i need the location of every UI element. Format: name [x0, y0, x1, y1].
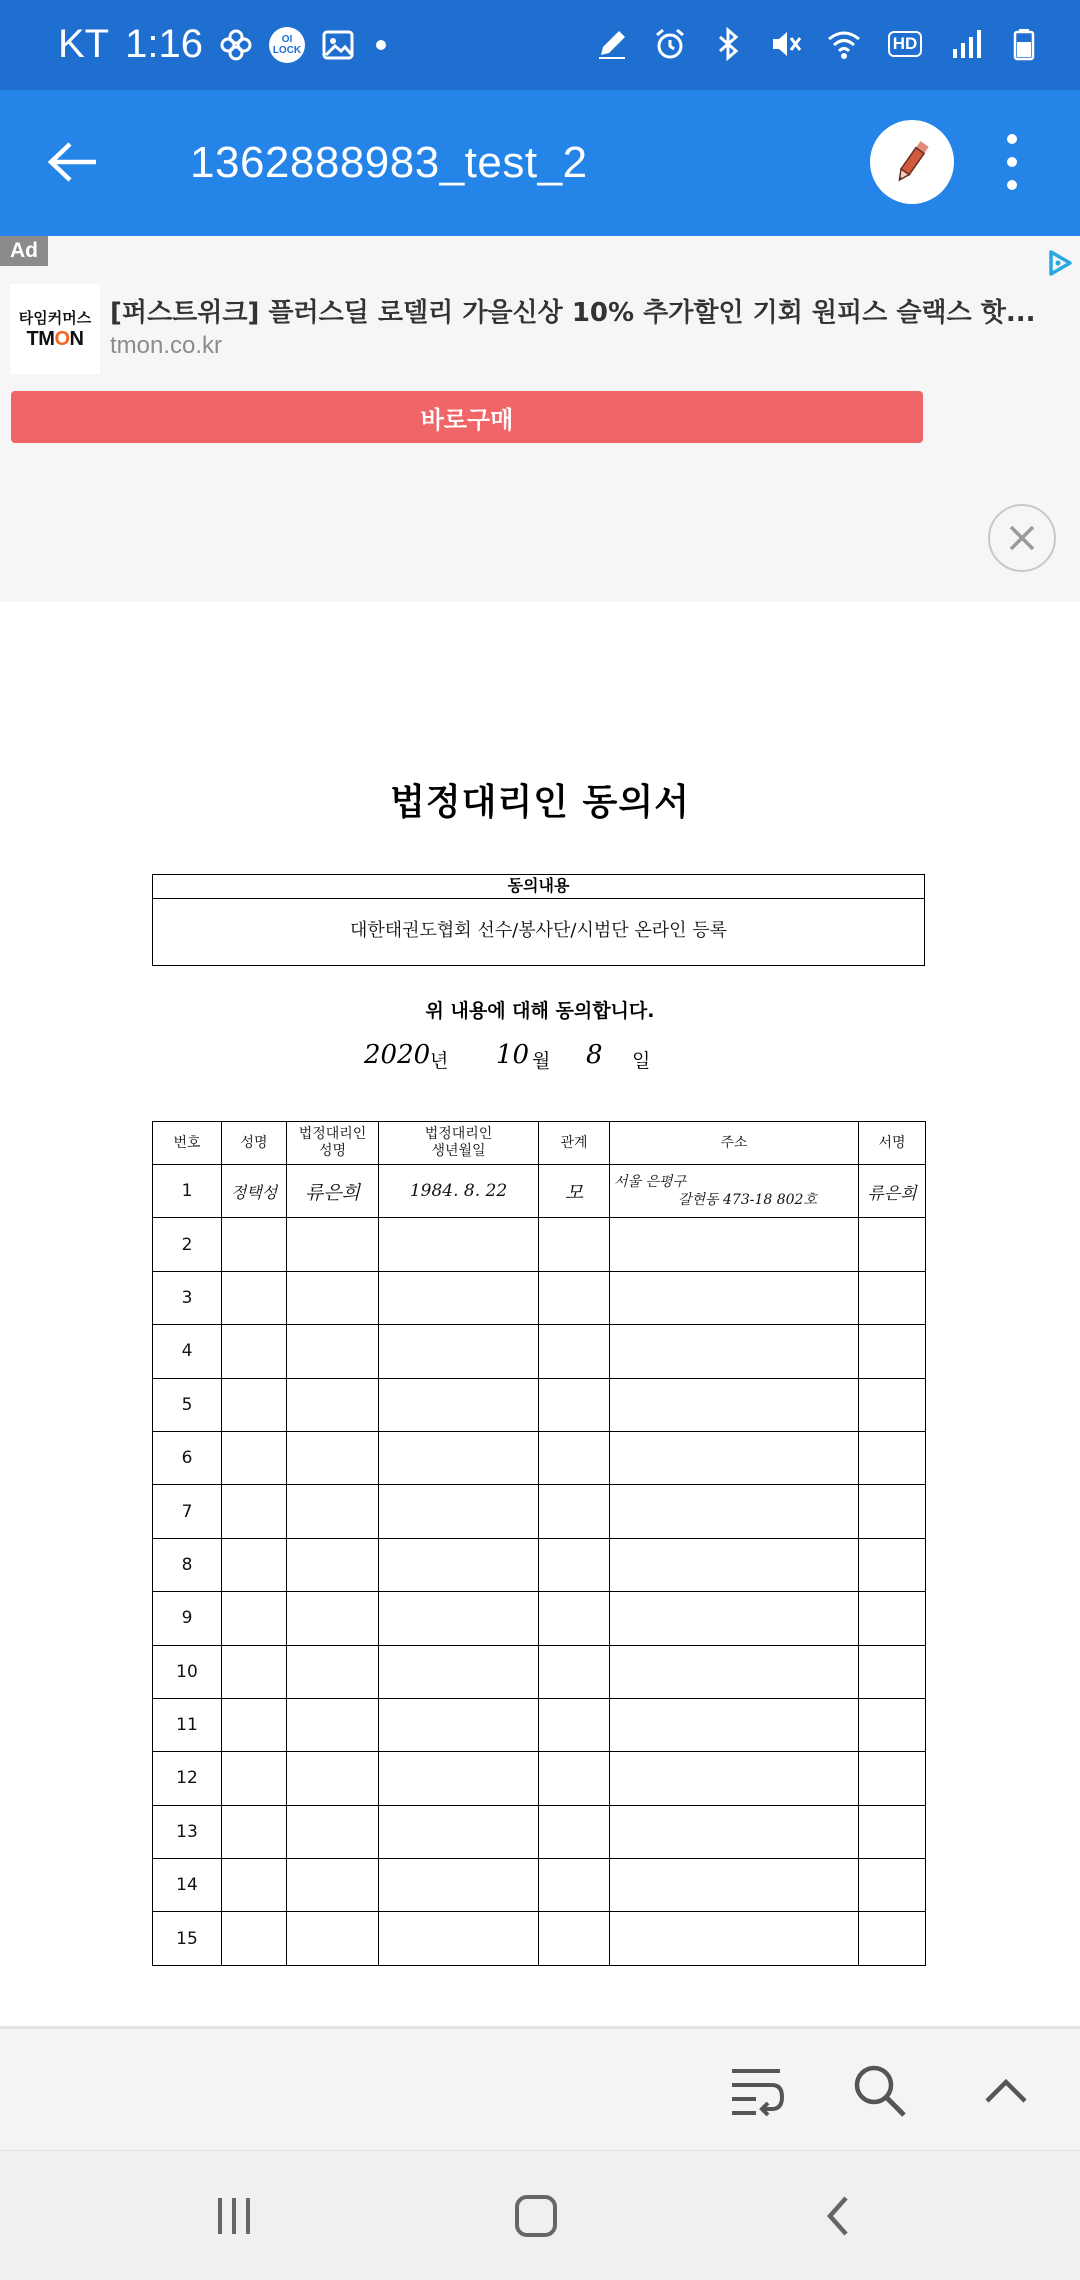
col-relation: 관계	[539, 1122, 610, 1165]
empty-cell	[287, 1538, 379, 1591]
table-row	[153, 1165, 926, 1218]
more-options-button[interactable]	[990, 130, 1034, 194]
row-number: 2	[153, 1218, 222, 1271]
table-row	[153, 1912, 926, 1965]
empty-cell	[379, 1218, 539, 1271]
lock-badge-icon	[269, 27, 305, 63]
table-row	[153, 1805, 926, 1858]
empty-cell	[222, 1859, 287, 1912]
col-guardian-birth-line1: 법정대리인	[424, 1126, 493, 1142]
row-number: 13	[153, 1805, 222, 1858]
row-number: 9	[153, 1592, 222, 1645]
wifi-icon	[826, 26, 862, 62]
table-row	[153, 1752, 926, 1805]
advertiser-logo[interactable]	[10, 284, 100, 374]
row-number: 10	[153, 1645, 222, 1698]
empty-cell	[287, 1698, 379, 1751]
empty-cell	[539, 1859, 610, 1912]
bottom-toolbar	[0, 2026, 1080, 2150]
col-guardian-birth-line2: 생년월일	[431, 1143, 486, 1159]
empty-cell	[379, 1538, 539, 1591]
status-bar	[0, 0, 1080, 90]
empty-cell	[859, 1271, 926, 1324]
row-number: 14	[153, 1859, 222, 1912]
search-icon	[850, 2061, 910, 2121]
consent-header: 동의내용	[153, 875, 924, 899]
empty-cell	[287, 1645, 379, 1698]
empty-cell	[539, 1698, 610, 1751]
empty-cell	[379, 1752, 539, 1805]
empty-cell	[287, 1592, 379, 1645]
empty-cell	[539, 1645, 610, 1698]
date-year-label: 년	[430, 1050, 449, 1072]
document-title: 1362888983_test_2	[190, 138, 588, 187]
empty-cell	[859, 1538, 926, 1591]
form-title: 법정대리인 동의서	[390, 782, 690, 823]
empty-cell	[539, 1325, 610, 1378]
table-row	[153, 1485, 926, 1538]
empty-cell	[379, 1485, 539, 1538]
table-row	[153, 1538, 926, 1591]
pencil-icon	[888, 138, 936, 186]
ad-badge: Ad	[0, 236, 48, 266]
table-row	[153, 1325, 926, 1378]
ad-choices-icon[interactable]	[1044, 248, 1074, 278]
document-viewer[interactable]	[0, 602, 1080, 2026]
guardian-table	[152, 1121, 926, 1966]
table-row	[153, 1592, 926, 1645]
carrier-label: KT	[58, 22, 110, 66]
col-guardian-name-line2: 성명	[318, 1143, 347, 1159]
recent-apps-icon	[212, 2194, 256, 2238]
date-month-label: 월	[532, 1050, 551, 1072]
table-row	[153, 1271, 926, 1324]
empty-cell	[539, 1218, 610, 1271]
consent-body: 대한태권도협회 선수/봉사단/시범단 온라인 등록	[349, 920, 728, 941]
empty-cell	[222, 1698, 287, 1751]
empty-cell	[610, 1218, 859, 1271]
address-line1: 서울 은평구	[614, 1174, 687, 1191]
empty-cell	[222, 1645, 287, 1698]
empty-cell	[222, 1592, 287, 1645]
empty-cell	[859, 1325, 926, 1378]
empty-cell	[379, 1378, 539, 1431]
home-button[interactable]	[496, 2181, 576, 2251]
table-header-row	[153, 1122, 926, 1165]
row-number: 11	[153, 1698, 222, 1751]
empty-cell	[859, 1218, 926, 1271]
empty-cell	[859, 1698, 926, 1751]
empty-cell	[287, 1805, 379, 1858]
col-name: 성명	[222, 1122, 287, 1165]
close-icon	[1006, 522, 1038, 554]
empty-cell	[859, 1752, 926, 1805]
col-guardian-birth	[379, 1122, 539, 1165]
empty-cell	[610, 1271, 859, 1324]
empty-cell	[287, 1378, 379, 1431]
signal-icon	[948, 26, 984, 62]
table-row	[153, 1698, 926, 1751]
row-number: 12	[153, 1752, 222, 1805]
empty-cell	[222, 1912, 287, 1965]
empty-cell	[539, 1752, 610, 1805]
bluetooth-icon	[710, 26, 746, 62]
text-reflow-button[interactable]	[718, 2053, 794, 2129]
signing-date	[360, 1042, 760, 1086]
consent-box	[152, 874, 925, 966]
buy-now-button[interactable]: 바로구매	[11, 391, 923, 443]
col-number: 번호	[153, 1122, 222, 1165]
empty-cell	[287, 1752, 379, 1805]
chevron-up-icon	[981, 2071, 1031, 2111]
alarm-icon	[652, 26, 688, 62]
ad-domain: tmon.co.kr	[110, 332, 223, 359]
hd-icon	[884, 26, 926, 62]
empty-cell	[222, 1271, 287, 1324]
empty-cell	[610, 1805, 859, 1858]
more-dot-icon	[1007, 134, 1017, 144]
guardian-birth: 1984. 8. 22	[379, 1165, 539, 1218]
more-dot-icon	[1007, 157, 1017, 167]
image-icon	[321, 28, 355, 62]
home-icon	[512, 2192, 560, 2240]
empty-cell	[222, 1218, 287, 1271]
empty-cell	[539, 1271, 610, 1324]
table-row	[153, 1218, 926, 1271]
empty-cell	[222, 1485, 287, 1538]
row-number: 3	[153, 1271, 222, 1324]
empty-cell	[610, 1378, 859, 1431]
logo-text-korean: 타임커머스	[18, 309, 92, 327]
empty-cell	[539, 1805, 610, 1858]
empty-cell	[287, 1431, 379, 1484]
empty-cell	[859, 1859, 926, 1912]
row-number: 5	[153, 1378, 222, 1431]
signature: 류은희	[859, 1165, 926, 1218]
status-right	[594, 26, 1042, 62]
table-row	[153, 1378, 926, 1431]
battery-icon	[1006, 26, 1042, 62]
status-left	[58, 22, 391, 67]
empty-cell	[610, 1698, 859, 1751]
empty-cell	[859, 1592, 926, 1645]
empty-cell	[539, 1431, 610, 1484]
date-year: 2020	[364, 1040, 431, 1070]
dot-icon	[371, 35, 391, 55]
empty-cell	[379, 1912, 539, 1965]
address	[610, 1165, 859, 1218]
empty-cell	[610, 1485, 859, 1538]
empty-cell	[859, 1485, 926, 1538]
empty-cell	[222, 1752, 287, 1805]
empty-cell	[287, 1912, 379, 1965]
empty-cell	[859, 1912, 926, 1965]
clock: 1:16	[125, 22, 203, 66]
empty-cell	[379, 1805, 539, 1858]
applicant-name: 정택성	[222, 1165, 287, 1218]
row-number: 15	[153, 1912, 222, 1965]
table-row	[153, 1645, 926, 1698]
empty-cell	[379, 1645, 539, 1698]
empty-cell	[539, 1378, 610, 1431]
empty-cell	[539, 1485, 610, 1538]
address-line2: 갈현동 473-18 802호	[678, 1192, 817, 1209]
col-guardian-name-line1: 법정대리인	[298, 1126, 367, 1142]
relation: 모	[539, 1165, 610, 1218]
empty-cell	[539, 1912, 610, 1965]
hd-label: HD	[888, 31, 923, 57]
empty-cell	[222, 1431, 287, 1484]
empty-cell	[287, 1485, 379, 1538]
empty-cell	[379, 1698, 539, 1751]
col-address: 주소	[610, 1122, 859, 1165]
empty-cell	[287, 1271, 379, 1324]
col-guardian-name	[287, 1122, 379, 1165]
empty-cell	[287, 1859, 379, 1912]
empty-cell	[610, 1752, 859, 1805]
empty-cell	[539, 1592, 610, 1645]
row-number: 6	[153, 1431, 222, 1484]
empty-cell	[610, 1592, 859, 1645]
app-bar	[0, 90, 1080, 236]
more-dot-icon	[1007, 180, 1017, 190]
system-nav-bar	[0, 2150, 1080, 2280]
empty-cell	[610, 1912, 859, 1965]
arrow-left-icon	[46, 140, 98, 184]
back-nav-button[interactable]	[798, 2181, 878, 2251]
empty-cell	[859, 1431, 926, 1484]
text-wrap-icon	[726, 2061, 786, 2121]
col-signature: 서명	[859, 1122, 926, 1165]
search-button[interactable]	[842, 2053, 918, 2129]
date-month: 10	[496, 1040, 530, 1070]
empty-cell	[610, 1325, 859, 1378]
ad-headline[interactable]: [퍼스트위크] 플러스딜 로델리 가을신상 10% 추가할인 기회 원피스 슬랙스 핫...	[110, 298, 1036, 328]
date-day: 8	[586, 1040, 603, 1070]
empty-cell	[610, 1859, 859, 1912]
date-day-label: 일	[632, 1050, 651, 1072]
empty-cell	[222, 1538, 287, 1591]
empty-cell	[379, 1271, 539, 1324]
logo-text-tmon: TMON	[26, 328, 84, 350]
empty-cell	[222, 1325, 287, 1378]
lock-badge-line1: OI	[281, 33, 293, 45]
empty-cell	[379, 1431, 539, 1484]
back-button[interactable]	[32, 126, 112, 198]
table-row	[153, 1859, 926, 1912]
close-ad-button[interactable]	[988, 504, 1056, 572]
pinwheel-icon	[219, 28, 253, 62]
empty-cell	[610, 1431, 859, 1484]
lock-badge-line2: LOCK	[272, 44, 302, 56]
empty-cell	[379, 1859, 539, 1912]
table-row	[153, 1431, 926, 1484]
edit-button[interactable]	[870, 120, 954, 204]
empty-cell	[379, 1325, 539, 1378]
empty-cell	[539, 1538, 610, 1591]
empty-cell	[222, 1805, 287, 1858]
scroll-up-button[interactable]	[968, 2053, 1044, 2129]
row-number: 1	[153, 1165, 222, 1218]
ad-banner[interactable]	[0, 236, 1080, 602]
empty-cell	[859, 1378, 926, 1431]
agree-statement: 위 내용에 대해 동의합니다.	[425, 1000, 655, 1022]
row-number: 8	[153, 1538, 222, 1591]
back-nav-icon	[818, 2192, 858, 2240]
empty-cell	[287, 1325, 379, 1378]
empty-cell	[222, 1378, 287, 1431]
empty-cell	[379, 1592, 539, 1645]
row-number: 7	[153, 1485, 222, 1538]
empty-cell	[610, 1538, 859, 1591]
row-number: 4	[153, 1325, 222, 1378]
recent-apps-button[interactable]	[194, 2181, 274, 2251]
empty-cell	[859, 1645, 926, 1698]
pen-icon	[594, 26, 630, 62]
mute-icon	[768, 26, 804, 62]
empty-cell	[610, 1645, 859, 1698]
empty-cell	[859, 1805, 926, 1858]
guardian-name: 류은희	[287, 1165, 379, 1218]
empty-cell	[287, 1218, 379, 1271]
